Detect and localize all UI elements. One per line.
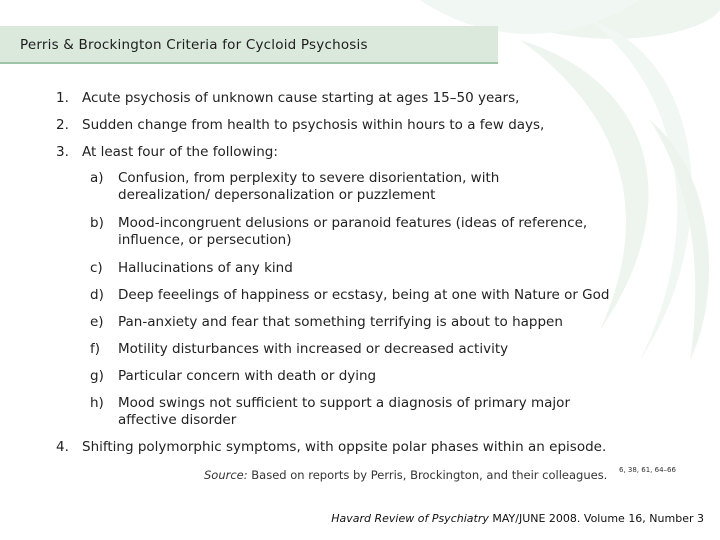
sub-item-letter: c) — [90, 260, 103, 276]
sub-item-text: Particular concern with death or dying — [118, 368, 377, 384]
reference-numbers: 6, 38, 61, 64–66 — [619, 466, 676, 474]
sub-item-text: Hallucinations of any kind — [118, 260, 293, 276]
sub-item-text: Confusion, from perplexity to severe disorientation, with derealization/ depersonalization or puzzlement — [118, 170, 500, 203]
sub-item-letter: b) — [90, 215, 104, 231]
source-text: Based on reports by Perris, Brockington, and their colleagues. — [251, 468, 608, 482]
sub-item-letter: h) — [90, 395, 104, 411]
criterion-text: Shifting polymorphic symptoms, with oppsite polar phases within an episode. — [82, 439, 607, 455]
page-title: Perris & Brockington Criteria for Cycloid Psychosis — [20, 37, 368, 53]
sub-item-text: Motility disturbances with increased or decreased activity — [118, 341, 509, 357]
criterion-text: Sudden change from health to psychosis within hours to a few days, — [82, 117, 545, 133]
sub-item-text: Pan-anxiety and fear that something terrifying is about to happen — [118, 314, 563, 330]
journal-name: Havard Review of Psychiatry — [331, 512, 489, 525]
sub-item-letter: e) — [90, 314, 104, 330]
sub-item-letter: g) — [90, 368, 104, 384]
criterion-number: 3. — [56, 144, 69, 160]
source-label: Source: — [204, 468, 248, 482]
sub-item-letter: d) — [90, 287, 104, 303]
source-note — [204, 466, 676, 482]
journal-citation — [331, 512, 704, 525]
criterion-number: 2. — [56, 117, 69, 133]
sub-item-letter: a) — [90, 170, 104, 186]
sub-item-text: Deep feeelings of happiness or ecstasy, being at one with Nature or God — [118, 287, 610, 303]
criterion-number: 1. — [56, 90, 69, 106]
criterion-text: Acute psychosis of unknown cause starting at ages 15–50 years, — [82, 90, 520, 106]
citation-details: MAY/JUNE 2008. Volume 16, Number 3 — [492, 512, 704, 525]
sub-item-text: Mood swings not sufficient to support a diagnosis of primary major affective disorder — [118, 395, 570, 428]
sub-item-text: Mood-incongruent delusions or paranoid features (ideas of reference, influence, or persecution) — [118, 215, 588, 248]
criterion-number: 4. — [56, 439, 69, 455]
sub-item-letter: f) — [90, 341, 101, 357]
criterion-text: At least four of the following: — [82, 144, 278, 160]
